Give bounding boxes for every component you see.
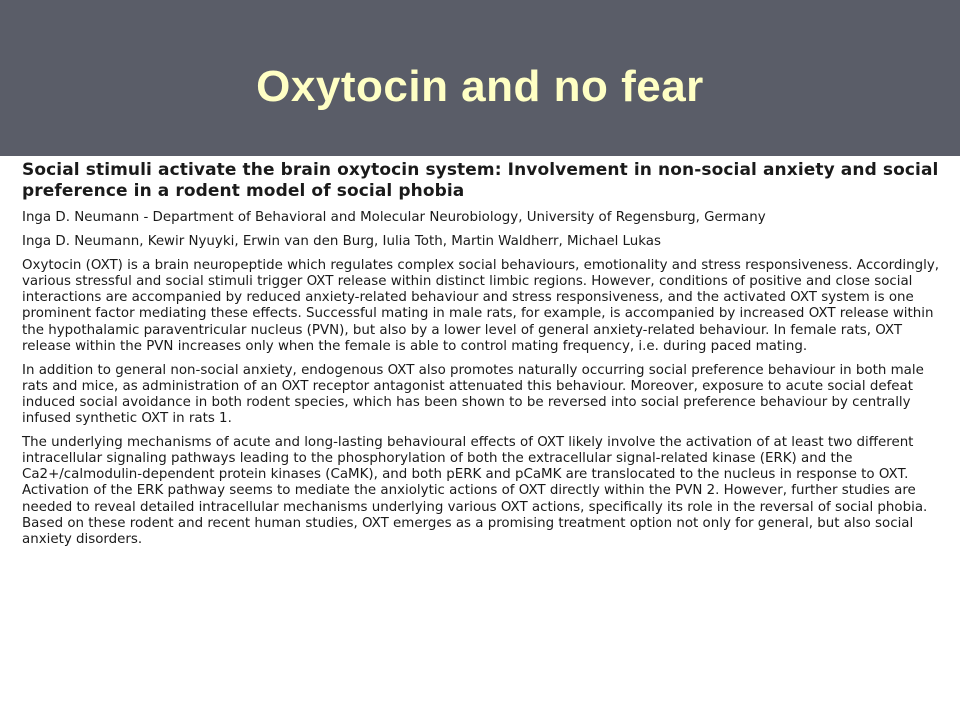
- abstract-paragraph-3: The underlying mechanisms of acute and long-lasting behavioural effects of OXT likely involve the activation of at least two different intracellular signaling pathways leading to the phosphorylation of both the extracellular signal-related kinase (ERK) and the Ca2+/calmodulin-dependent protein kinases (CaMK), and both pERK and pCaMK are translocated to the nucleus in response to OXT. Activation of the ERK pathway seems to mediate the anxiolytic actions of OXT directly within the PVN 2. However, further studies are needed to reveal detailed intracellular mechanisms underlying various OXT actions, specifically its role in the reversal of social phobia. Based on these rodent and recent human studies, OXT emerges as a promising treatment option not only for general, but also social anxiety disorders.: [22, 435, 928, 547]
- abstract-title: Social stimuli activate the brain oxytocin system: Involvement in non-social anxiety and social preference in a rodent model of social phobia: [22, 160, 939, 201]
- abstract-paragraph-2: In addition to general non-social anxiety, endogenous OXT also promotes naturally occurring social preference behaviour in both male rats and mice, as administration of an OXT receptor antagonist attenuated this behaviour. Moreover, exposure to acute social defeat induced social avoidance in both rodent species, which has been shown to be reversed into social preference behaviour by centrally infused synthetic OXT in rats 1.: [22, 362, 924, 427]
- abstract-image: [22, 160, 940, 556]
- abstract-authors: Inga D. Neumann, Kewir Nyuyki, Erwin van den Burg, Iulia Toth, Martin Waldherr, Michael Lukas: [22, 234, 661, 250]
- abstract-paragraph-1: Oxytocin (OXT) is a brain neuropeptide which regulates complex social behaviours, emotionality and stress responsiveness. Accordingly, various stressful and social stimuli trigger OXT release within distinct limbic regions. However, conditions of positive and close social interactions are accompanied by reduced anxiety-related behaviour and stress responsiveness, and the activated OXT system is one prominent factor mediating these effects. Successful mating in male rats, for example, is accompanied by increased OXT release within the hypothalamic paraventricular nucleus (PVN), but also by a lower level of general anxiety-related behaviour. In female rats, OXT release within the PVN increases only when the female is able to control mating frequency, i.e. during paced mating.: [22, 258, 940, 354]
- abstract-affiliation: Inga D. Neumann - Department of Behavioral and Molecular Neurobiology, University of Regensburg, Germany: [22, 210, 766, 225]
- slide-title: Oxytocin and no fear: [256, 62, 704, 111]
- slide-header: [0, 0, 960, 156]
